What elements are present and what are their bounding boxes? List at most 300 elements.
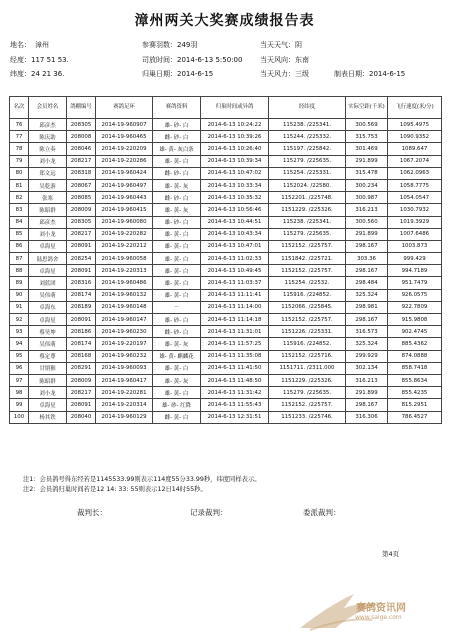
cell-member: 陆思鸽舍: [29, 253, 67, 265]
cell-ring: 2014-19-960230: [96, 326, 153, 338]
table-row: [10, 179, 442, 191]
cell-distance: 298.167: [346, 240, 388, 252]
cell-distance: 299.929: [346, 350, 388, 362]
cell-member: 吴乾游: [29, 179, 67, 191]
cell-coords: 1151226. /225331.: [269, 326, 346, 338]
cell-bird-info: 雄- 黄- 灰白条: [153, 143, 201, 155]
table-row: [10, 167, 442, 179]
participants-label: 参赛羽数：: [142, 41, 177, 49]
cell-distance: 291.899: [346, 387, 388, 399]
cell-bird-info: －: [153, 301, 201, 313]
cell-loft-id: 208217: [67, 387, 96, 399]
cell-distance: 298.167: [346, 399, 388, 411]
longitude-info: [10, 55, 69, 65]
table-row: [10, 119, 442, 131]
table-row: [10, 289, 442, 301]
header-arrival: 归巢时间或异鸽: [201, 97, 269, 119]
close-date-info: [142, 69, 213, 79]
cell-rank: 98: [10, 387, 29, 399]
cell-rank: 96: [10, 362, 29, 374]
header-member: 会员姓名: [29, 97, 67, 119]
cell-bird-info: 雄- 砂- 白: [153, 119, 201, 131]
cell-rank: 82: [10, 192, 29, 204]
table-row: [10, 131, 442, 143]
cell-bird-info: 雄- 黄- 白: [153, 155, 201, 167]
cell-coords: 1152024. /22580.: [269, 179, 346, 191]
cell-member: 卓海东: [29, 301, 67, 313]
cell-speed: 1062.0963: [388, 167, 442, 179]
cell-speed: 786.4527: [388, 411, 442, 423]
wind-dir-label: 当天风向：: [260, 56, 295, 64]
cell-speed: 1003.873: [388, 240, 442, 252]
cell-loft-id: 208305: [67, 119, 96, 131]
cell-arrival: 2014-6-13 10:39:34: [201, 155, 269, 167]
cell-member: 甘朋猴: [29, 362, 67, 374]
cell-speed: 922.7809: [388, 301, 442, 313]
cell-coords: 115197. /225842.: [269, 143, 346, 155]
latitude-value: 24 21 36.: [31, 70, 65, 78]
cell-rank: 88: [10, 265, 29, 277]
cell-coords: 115916. /224852.: [269, 289, 346, 301]
cell-loft-id: 208008: [67, 131, 96, 143]
cell-arrival: 2014-6-13 10:44:51: [201, 216, 269, 228]
cell-bird-info: 雄- 黄- 白: [153, 387, 201, 399]
made-date-info: [334, 69, 405, 79]
cell-arrival: 2014-6-13 10:24:22: [201, 119, 269, 131]
wind-dir-value: 东南: [295, 56, 309, 64]
cell-speed: 902.4745: [388, 326, 442, 338]
table-row: [10, 387, 442, 399]
cell-rank: 79: [10, 155, 29, 167]
cell-coords: 115916. /224852.: [269, 338, 346, 350]
cell-arrival: 2014-6-13 10:47:02: [201, 167, 269, 179]
cell-bird-info: 雄- 砂- 白: [153, 314, 201, 326]
cell-member: 卓海星: [29, 240, 67, 252]
cell-loft-id: 208040: [67, 411, 96, 423]
table-row: [10, 338, 442, 350]
header-bird-info: 赛鸽资料: [153, 97, 201, 119]
table-row: [10, 240, 442, 252]
cell-coords: 1151842. /225721.: [269, 253, 346, 265]
table-row: [10, 277, 442, 289]
cell-bird-info: 雄- 砂- 红降: [153, 399, 201, 411]
cell-rank: 91: [10, 301, 29, 313]
cell-bird-info: 雄- 黄- 灰: [153, 338, 201, 350]
cell-speed: 815.2951: [388, 399, 442, 411]
cell-rank: 78: [10, 143, 29, 155]
table-header-row: [10, 97, 442, 119]
cell-coords: 1151233. /225746.: [269, 411, 346, 423]
table-row: [10, 411, 442, 423]
cell-arrival: 2014-6-13 11:35:08: [201, 350, 269, 362]
cell-speed: 994.7189: [388, 265, 442, 277]
table-row: [10, 265, 442, 277]
cell-rank: 84: [10, 216, 29, 228]
cell-ring: 2014-19-960465: [96, 131, 153, 143]
cell-distance: 315.753: [346, 131, 388, 143]
cell-loft-id: 208217: [67, 228, 96, 240]
cell-rank: 83: [10, 204, 29, 216]
cell-distance: 316.213: [346, 204, 388, 216]
cell-bird-info: 雄- 黄- 灰: [153, 374, 201, 386]
cell-member: 邱彦杰: [29, 119, 67, 131]
cell-coords: 1151711. /2311.000: [269, 362, 346, 374]
cell-arrival: 2014-6-13 10:49:45: [201, 265, 269, 277]
cell-member: 张寒: [29, 192, 67, 204]
latitude-label: 纬度：: [10, 70, 31, 78]
table-row: [10, 155, 442, 167]
header-speed: 飞行速度(米/分): [388, 97, 442, 119]
cell-ring: 2014-19-960232: [96, 350, 153, 362]
cell-speed: 951.7479: [388, 277, 442, 289]
participants-info: [142, 40, 197, 50]
cell-member: 陈庆助: [29, 131, 67, 143]
table-row: [10, 362, 442, 374]
wind-force-value: 三级: [295, 70, 309, 78]
cell-member: 邱彦杰: [29, 216, 67, 228]
cell-speed: 885.4362: [388, 338, 442, 350]
cell-loft-id: 208189: [67, 301, 96, 313]
cell-bird-info: 雌- 砂- 白: [153, 192, 201, 204]
cell-ring: 2014-19-960080: [96, 216, 153, 228]
cell-arrival: 2014-6-13 11:03:37: [201, 277, 269, 289]
cell-arrival: 2014-6-13 10:43:34: [201, 228, 269, 240]
cell-arrival: 2014-6-13 11:57:25: [201, 338, 269, 350]
cell-arrival: 2014-6-13 10:33:34: [201, 179, 269, 191]
watermark-name: 赛鸽资讯网: [356, 603, 406, 614]
cell-speed: 1054.0547: [388, 192, 442, 204]
cell-speed: 858.7418: [388, 362, 442, 374]
cell-member: 陈昭群: [29, 204, 67, 216]
cell-rank: 81: [10, 179, 29, 191]
cell-ring: 2014-19-960486: [96, 277, 153, 289]
cell-distance: 303.36: [346, 253, 388, 265]
cell-rank: 90: [10, 289, 29, 301]
cell-rank: 89: [10, 277, 29, 289]
cell-loft-id: 208085: [67, 192, 96, 204]
longitude-label: 经度：: [10, 56, 31, 64]
cell-speed: 915.9808: [388, 314, 442, 326]
cell-distance: 300.560: [346, 216, 388, 228]
cell-coords: 115279. /225635.: [269, 228, 346, 240]
table-row: [10, 326, 442, 338]
cell-rank: 99: [10, 399, 29, 411]
table-row: [10, 253, 442, 265]
cell-bird-info: 雄- 砂- 白: [153, 216, 201, 228]
participants-value: 249羽: [177, 41, 198, 49]
cell-rank: 85: [10, 228, 29, 240]
cell-member: 刘蓝团: [29, 277, 67, 289]
cell-coords: 1152152. /225757.: [269, 399, 346, 411]
cell-ring: 2014-19-960148: [96, 301, 153, 313]
cell-arrival: 2014-6-13 10:26:40: [201, 143, 269, 155]
table-row: [10, 399, 442, 411]
cell-bird-info: 雌- 砂- 白: [153, 167, 201, 179]
cell-loft-id: 208009: [67, 374, 96, 386]
cell-ring: 2014-19-220286: [96, 155, 153, 167]
cell-distance: 298.484: [346, 277, 388, 289]
cell-member: 卓海星: [29, 265, 67, 277]
note-1: 注1：会员鸽号得东经若是1145533.99则表示114度55分33.99秒，纬度同样表示。: [23, 476, 261, 483]
cell-ring: 2014-19-960147: [96, 314, 153, 326]
header-ring: 赛鸽足环: [96, 97, 153, 119]
cell-speed: 1019.3929: [388, 216, 442, 228]
cell-coords: 115279. /225635.: [269, 155, 346, 167]
cell-speed: 1058.7775: [388, 179, 442, 191]
cell-arrival: 2014-6-13 10:39:26: [201, 131, 269, 143]
table-row: [10, 350, 442, 362]
cell-arrival: 2014-6-13 11:55:43: [201, 399, 269, 411]
cell-bird-info: 雄- 黄- 白: [153, 265, 201, 277]
close-date-label: 归巢日期：: [142, 70, 177, 78]
cell-ring: 2014-19-960129: [96, 411, 153, 423]
cell-rank: 95: [10, 350, 29, 362]
cell-distance: 315.478: [346, 167, 388, 179]
cell-ring: 2014-19-960093: [96, 362, 153, 374]
table-row: [10, 143, 442, 155]
cell-bird-info: 雄- 黄- 白: [153, 228, 201, 240]
results-table: [9, 96, 442, 424]
cell-distance: 291.899: [346, 228, 388, 240]
cell-rank: 76: [10, 119, 29, 131]
cell-ring: 2014-19-960058: [96, 253, 153, 265]
longitude-value: 117 51 53.: [31, 56, 69, 64]
cell-speed: 855.8634: [388, 374, 442, 386]
cell-member: 陈昭群: [29, 374, 67, 386]
weather-value: 阴: [295, 41, 302, 49]
cell-distance: 325.324: [346, 289, 388, 301]
cell-member: 陈立奏: [29, 143, 67, 155]
cell-loft-id: 208217: [67, 155, 96, 167]
cell-member: 卓海星: [29, 399, 67, 411]
cell-loft-id: 208305: [67, 216, 96, 228]
cell-loft-id: 208291: [67, 362, 96, 374]
cell-rank: 93: [10, 326, 29, 338]
cell-arrival: 2014-6-13 11:02:33: [201, 253, 269, 265]
cell-bird-info: 雄- 黄- 白: [153, 240, 201, 252]
cell-ring: 2014-19-220313: [96, 265, 153, 277]
cell-member: 卓海星: [29, 314, 67, 326]
cell-coords: 115254. /22532.: [269, 277, 346, 289]
cell-bird-info: 雄- 黄- 白: [153, 362, 201, 374]
referee-signature: 裁判长：: [77, 508, 107, 517]
cell-member: 吴伟萌: [29, 289, 67, 301]
header-loft-id: 鸽棚编号: [67, 97, 96, 119]
cell-ring: 2014-19-960424: [96, 167, 153, 179]
report-title: 漳州两关大奖赛成绩报告表: [134, 13, 315, 29]
table-body: [10, 119, 442, 424]
cell-member: 蔡定尊: [29, 350, 67, 362]
release-label: 司放时间：: [142, 56, 177, 64]
cell-ring: 2014-19-220281: [96, 387, 153, 399]
cell-arrival: 2014-6-13 11:11:41: [201, 289, 269, 301]
location-value: 漳州: [35, 41, 49, 49]
cell-arrival: 2014-6-13 11:31:01: [201, 326, 269, 338]
cell-loft-id: 208091: [67, 240, 96, 252]
cell-rank: 86: [10, 240, 29, 252]
cell-coords: 1151229. /225326.: [269, 204, 346, 216]
cell-coords: 1152152. /225757.: [269, 240, 346, 252]
cell-rank: 94: [10, 338, 29, 350]
cell-rank: 77: [10, 131, 29, 143]
cell-distance: 325.324: [346, 338, 388, 350]
cell-bird-info: 雄- 黄- 白: [153, 289, 201, 301]
table-row: [10, 301, 442, 313]
table-row: [10, 374, 442, 386]
cell-loft-id: 208318: [67, 167, 96, 179]
wind-force-info: [260, 69, 309, 79]
table-row: [10, 228, 442, 240]
close-date-value: 2014-6-15: [177, 70, 214, 78]
release-value: 2014-6-13 5:50:00: [177, 56, 243, 64]
cell-speed: 874.0888: [388, 350, 442, 362]
cell-coords: 115244. /225332.: [269, 131, 346, 143]
cell-distance: 298.167: [346, 314, 388, 326]
cell-rank: 87: [10, 253, 29, 265]
cell-loft-id: 208186: [67, 326, 96, 338]
header-distance: 实际空距(千米): [346, 97, 388, 119]
cell-ring: 2014-19-220314: [96, 399, 153, 411]
cell-member: 蔡昊坤: [29, 326, 67, 338]
cell-member: 刘小龙: [29, 387, 67, 399]
cell-member: 刘小龙: [29, 155, 67, 167]
cell-distance: 300.987: [346, 192, 388, 204]
latitude-info: [10, 69, 64, 79]
cell-speed: 1090.9352: [388, 131, 442, 143]
cell-speed: 926.0575: [388, 289, 442, 301]
cell-coords: 115238. /225341.: [269, 216, 346, 228]
dispatch-signature: 委派裁判：: [303, 508, 341, 517]
cell-distance: 300.234: [346, 179, 388, 191]
cell-rank: 100: [10, 411, 29, 423]
made-date-label: 制表日期：: [334, 70, 369, 78]
cell-ring: 2014-19-960132: [96, 289, 153, 301]
cell-loft-id: 208009: [67, 204, 96, 216]
table-row: [10, 314, 442, 326]
cell-ring: 2014-19-960907: [96, 119, 153, 131]
cell-member: 吴伟萌: [29, 338, 67, 350]
table-row: [10, 192, 442, 204]
cell-arrival: 2014-6-13 10:35:32: [201, 192, 269, 204]
cell-member: 郑文远: [29, 167, 67, 179]
cell-ring: 2014-19-220282: [96, 228, 153, 240]
cell-loft-id: 208067: [67, 179, 96, 191]
cell-speed: 855.4235: [388, 387, 442, 399]
wind-dir-info: [260, 55, 309, 65]
weather-info: [260, 40, 302, 50]
header-rank: 名次: [10, 97, 29, 119]
wind-force-label: 当天风力：: [260, 70, 295, 78]
table-row: [10, 216, 442, 228]
cell-ring: 2014-19-960415: [96, 204, 153, 216]
cell-loft-id: 208174: [67, 289, 96, 301]
cell-bird-info: 雌- 砂- 白: [153, 326, 201, 338]
cell-speed: 1089.647: [388, 143, 442, 155]
cell-coords: 1152152. /225757.: [269, 265, 346, 277]
cell-distance: 302.134: [346, 362, 388, 374]
cell-speed: 1067.2074: [388, 155, 442, 167]
cell-bird-info: 雄- 黄- 麒麟花: [153, 350, 201, 362]
cell-loft-id: 208091: [67, 265, 96, 277]
cell-loft-id: 208091: [67, 314, 96, 326]
cell-arrival: 2014-6-13 11:31:42: [201, 387, 269, 399]
cell-ring: 2014-19-220197: [96, 338, 153, 350]
cell-loft-id: 208046: [67, 143, 96, 155]
cell-ring: 2014-19-220212: [96, 240, 153, 252]
cell-bird-info: 雄- 黄- 灰: [153, 179, 201, 191]
cell-arrival: 2014-6-13 12:31:51: [201, 411, 269, 423]
cell-coords: 1152201. /225748.: [269, 192, 346, 204]
cell-bird-info: 雄- 黄- 白: [153, 253, 201, 265]
cell-arrival: 2014-6-13 11:41:50: [201, 362, 269, 374]
cell-distance: 316.573: [346, 326, 388, 338]
cell-arrival: 2014-6-13 11:14:00: [201, 301, 269, 313]
recorder-signature: 记录裁判：: [190, 508, 228, 517]
cell-coords: 115279. /225635.: [269, 387, 346, 399]
cell-coords: 115254. /225331.: [269, 167, 346, 179]
cell-distance: 298.981: [346, 301, 388, 313]
made-date-value: 2014-6-15: [369, 70, 406, 78]
cell-speed: 1007.6486: [388, 228, 442, 240]
cell-rank: 92: [10, 314, 29, 326]
cell-distance: 316.213: [346, 374, 388, 386]
cell-distance: 300.569: [346, 119, 388, 131]
cell-coords: 1152066. /225845.: [269, 301, 346, 313]
cell-ring: 2014-19-960497: [96, 179, 153, 191]
cell-loft-id: 208316: [67, 277, 96, 289]
cell-bird-info: 雄- 黄- 灰: [153, 204, 201, 216]
cell-distance: 298.167: [346, 265, 388, 277]
header-coords: 经纬度: [269, 97, 346, 119]
cell-arrival: 2014-6-13 10:47:01: [201, 240, 269, 252]
cell-rank: 97: [10, 374, 29, 386]
cell-distance: 316.306: [346, 411, 388, 423]
cell-coords: 1152152. /225716.: [269, 350, 346, 362]
watermark-url: www.saige.com: [355, 614, 402, 621]
cell-coords: 115238. /225341.: [269, 119, 346, 131]
cell-loft-id: 208091: [67, 399, 96, 411]
cell-speed: 1095.4975: [388, 119, 442, 131]
cell-member: 杨其铁: [29, 411, 67, 423]
cell-arrival: 2014-6-13 11:14:18: [201, 314, 269, 326]
cell-loft-id: 208168: [67, 350, 96, 362]
cell-speed: 999.429: [388, 253, 442, 265]
release-info: [142, 55, 242, 65]
cell-coords: 1152152. /225757.: [269, 314, 346, 326]
cell-loft-id: 208174: [67, 338, 96, 350]
cell-bird-info: 雄- 黄- 白: [153, 277, 201, 289]
cell-distance: 291.899: [346, 155, 388, 167]
cell-loft-id: 208254: [67, 253, 96, 265]
cell-distance: 301.469: [346, 143, 388, 155]
cell-arrival: 2014-6-13 10:56:46: [201, 204, 269, 216]
note-2: 注2：会员鸽归巢时间若是12 14: 33: 55则表示12日14时55秒。: [23, 486, 207, 493]
cell-rank: 80: [10, 167, 29, 179]
weather-label: 当天天气：: [260, 41, 295, 49]
cell-bird-info: 雌- 黄- 白: [153, 411, 201, 423]
table-row: [10, 204, 442, 216]
cell-member: 刘小龙: [29, 228, 67, 240]
location-label: 地名：: [10, 41, 31, 49]
cell-ring: 2014-19-960443: [96, 192, 153, 204]
cell-coords: 1151229. /225326.: [269, 374, 346, 386]
cell-bird-info: 雌- 砂- 白: [153, 131, 201, 143]
location-info: [10, 40, 49, 50]
cell-speed: 1030.7932: [388, 204, 442, 216]
page-number: 第4页: [382, 550, 400, 558]
cell-ring: 2014-19-220209: [96, 143, 153, 155]
cell-ring: 2014-19-960417: [96, 374, 153, 386]
